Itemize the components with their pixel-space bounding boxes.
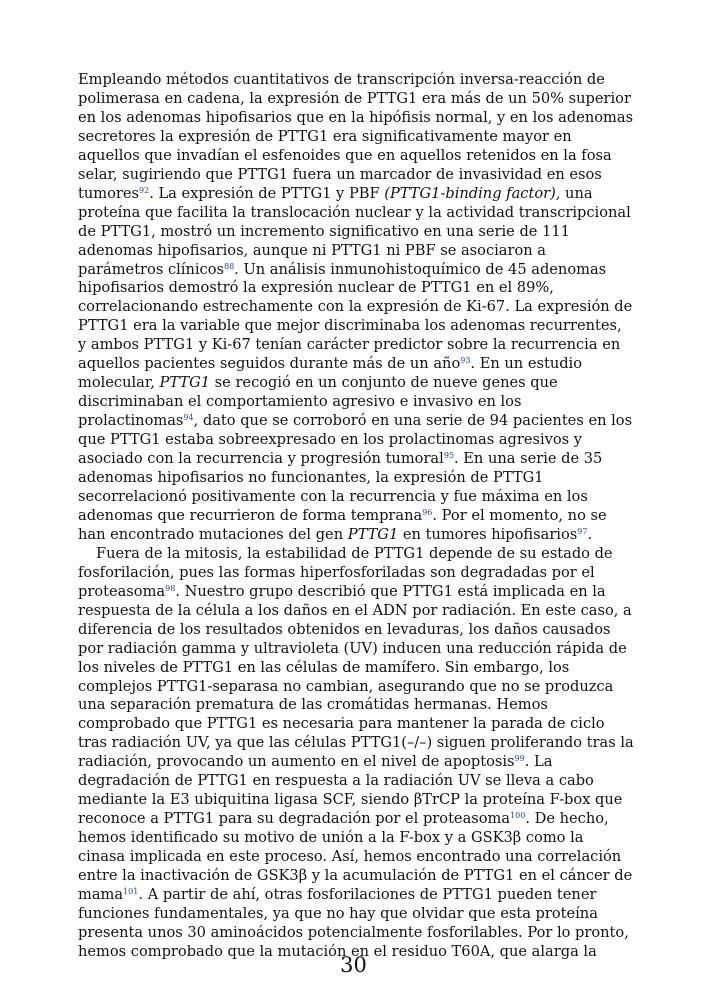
text-run: en tumores hipofisarios: [398, 525, 578, 543]
text-run: . En una serie de 35 adenomas hipofisarios no funcionantes, la expresión de PTTG1 secorrelacionó positivamente con la recurrencia y fue máxima en los adenomas que recurrieron de forma temprana: [78, 450, 603, 524]
reference-number[interactable]: 98: [165, 583, 176, 593]
italic-text: PTTG1: [347, 525, 399, 543]
page-number: 30: [340, 953, 367, 977]
reference-number[interactable]: 99: [514, 754, 525, 764]
italic-text: (PTTG1-binding factor),: [384, 184, 561, 202]
text-run: . De hecho, hemos identificado su motivo de unión a la F-box y a GSK3β como la cinasa implicada en este proceso. Así, hemos encontrado una correlación entre la inactivación de GSK3β y la acumulación de PTTG1 en el cáncer de mama: [78, 810, 633, 903]
text-run: . Por el momento, no se han encontrado mutaciones del gen: [78, 506, 607, 543]
text-run: . A partir de ahí, otras fosforilaciones de PTTG1 pueden tener funciones fundamentales, ya que no hay que olvidar que esta proteína presenta unos 30 aminoácidos potencialmente fosforilables. Por lo pronto, hemos comprobado que la mutación en el residuo T60A, que alarga la: [78, 885, 629, 960]
reference-number[interactable]: 97: [577, 526, 588, 536]
text-run: una proteína que facilita la translocación nuclear y la actividad transcripcional de PTTG1, mostró un incremento significativo en una serie de 111 adenomas hipofisarios, aunque ni PTTG1 ni PBF se asociaron a parámetros clínicos: [78, 184, 631, 278]
reference-number[interactable]: 94: [183, 413, 194, 423]
body-text: [78, 71, 634, 962]
text-run: . En un estudio molecular,: [78, 355, 583, 392]
paragraph: [78, 545, 634, 962]
reference-number[interactable]: 88: [223, 261, 235, 271]
text-run: , dato que se corroboró en una serie de 94 pacientes en los que PTTG1 estaba sobreexpresado en los prolactinomas agresivos y asociado con la recurrencia y progresión tumoral: [78, 412, 633, 468]
paragraph: [78, 71, 634, 545]
text-run: . Un análisis inmunohistoquímico de 45 adenomas hipofisarios demostró la expresión nuclear de PTTG1 en el 89%, correlacionando estrechamente con la expresión de Ki-67. La expresión de PTTG1 era la variable que mejor discriminaba los adenomas recurrentes, y ambos PTTG1 y Ki-67 tenían carácter predictor sobre la recurrencia en aquellos pacientes seguidos durante más de un año: [78, 260, 633, 373]
text-run: Empleando métodos cuantitativos de transcripción inversa-reacción de polimerasa en cadena, la expresión de PTTG1 era más de un 50% superior en los adenomas hipofisarios que en la hipófisis normal, y en los adenomas secretores la expresión de PTTG1 era significativamente mayor en aquellos que invadían el esfenoides que en aquellos retenidos en la fosa selar, sugiriendo que PTTG1 fuera un marcador de invasividad en esos tumores: [78, 71, 634, 202]
text-run: Fuera de la mitosis, la estabilidad de PTTG1 depende de su estado de fosforilación, pues las formas hiperfosforiladas son degradadas por el proteasoma: [78, 544, 613, 600]
italic-text: PTTG1: [159, 374, 211, 392]
text-run: .: [587, 525, 593, 543]
reference-number[interactable]: 100: [510, 811, 526, 821]
text-run: . La expresión de PTTG1 y PBF: [149, 184, 385, 202]
text-run: . La degradación de PTTG1 en respuesta a la radiación UV se lleva a cabo mediante la E3 ubiquitina ligasa SCF, siendo βTrCP la proteína F-box que reconoce a PTTG1 para su degradación por el proteasoma: [78, 753, 623, 828]
text-run: se recogió en un conjunto de nueve genes que discriminaban el comportamiento agresivo e invasivo en los prolactinomas: [78, 374, 558, 430]
reference-number[interactable]: 92: [139, 185, 150, 195]
text-run: . Nuestro grupo describió que PTTG1 está implicada en la respuesta de la célula a los daños en el ADN por radiación. En este caso, a diferencia de los resultados obtenidos en levaduras, los daños causados por radiación gamma y ultravioleta (UV) inducen una reducción rápida de los niveles de PTTG1 en las células de mamífero. Sin embargo, los complejos PTTG1-separasa no cambian, asegurando que no se produzca una separación prematura de las cromátidas hermanas. Hemos comprobado que PTTG1 es necesaria para mantener la parada de ciclo tras radiación UV, ya que las células PTTG1(–/–) siguen proliferando tras la radiación, provocando un aumento en el nivel de apoptosis: [78, 582, 634, 771]
reference-number[interactable]: 93: [460, 356, 471, 366]
reference-number[interactable]: 95: [443, 451, 454, 461]
reference-number[interactable]: 101: [123, 886, 139, 896]
reference-number[interactable]: 96: [422, 507, 433, 517]
